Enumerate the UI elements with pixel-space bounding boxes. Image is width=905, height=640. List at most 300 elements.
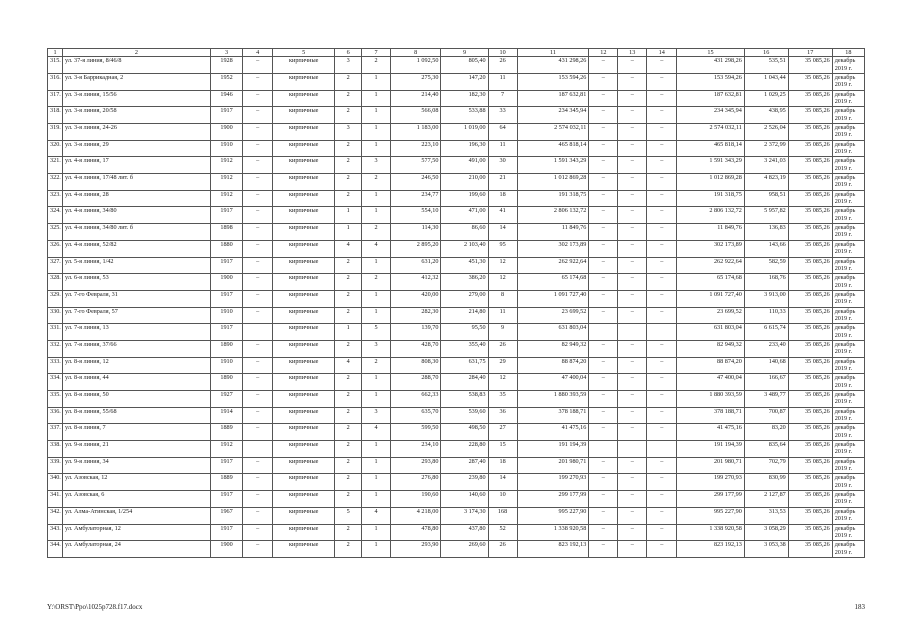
table-cell: – [243, 507, 273, 524]
table-cell: 201 980,71 [517, 457, 589, 474]
table-cell: – [618, 207, 647, 224]
table-cell: 1 012 869,28 [677, 174, 745, 191]
table-cell: – [618, 257, 647, 274]
table-row [48, 90, 865, 107]
table-cell: 1 [362, 524, 391, 541]
table-cell: декабрь 2019 г. [832, 541, 864, 558]
table-cell: 1912 [210, 441, 242, 458]
table-cell: 279,00 [441, 290, 488, 307]
table-cell: – [589, 340, 618, 357]
table-cell: 35 085,26 [788, 73, 832, 90]
table-cell: – [243, 107, 273, 124]
table-row [48, 307, 865, 324]
table-cell: 1 [335, 224, 362, 241]
table-cell: – [647, 73, 677, 90]
table-cell: – [647, 357, 677, 374]
table-cell: 35 085,26 [788, 474, 832, 491]
table-cell: 35 085,26 [788, 340, 832, 357]
table-cell: – [618, 274, 647, 291]
table-row [48, 507, 865, 524]
table-row [48, 174, 865, 191]
table-cell: 18 [488, 190, 517, 207]
table-cell: декабрь 2019 г. [832, 507, 864, 524]
table-row [48, 274, 865, 291]
table-cell: 287,40 [441, 457, 488, 474]
table-cell: 1 [362, 541, 391, 558]
table-cell: – [589, 374, 618, 391]
table-cell: кирпичные [273, 541, 335, 558]
table-cell: кирпичные [273, 357, 335, 374]
table-cell: – [243, 357, 273, 374]
table-cell: 30 [488, 157, 517, 174]
table-cell: – [618, 340, 647, 357]
table-cell: 21 [488, 174, 517, 191]
table-cell: – [618, 424, 647, 441]
table-cell: 335. [48, 391, 63, 408]
table-cell: 958,51 [744, 190, 788, 207]
table-header-row [48, 49, 865, 57]
table-cell: 2 [335, 90, 362, 107]
table-cell: 631,20 [391, 257, 441, 274]
table-header-cell: 4 [243, 49, 273, 57]
table-row [48, 224, 865, 241]
table-cell: – [589, 90, 618, 107]
table-cell: 234 345,94 [517, 107, 589, 124]
table-cell: – [647, 424, 677, 441]
table-cell: – [647, 340, 677, 357]
table-cell: 35 085,26 [788, 307, 832, 324]
table-cell: 35 085,26 [788, 157, 832, 174]
table-cell: 1 591 343,29 [517, 157, 589, 174]
table-cell: ул. Амбулаторная, 12 [63, 524, 211, 541]
table-cell: декабрь 2019 г. [832, 457, 864, 474]
table-cell: 35 [488, 391, 517, 408]
table-cell: – [589, 457, 618, 474]
table-cell: кирпичные [273, 474, 335, 491]
table-cell [243, 441, 273, 458]
table-cell: – [618, 474, 647, 491]
table-cell: декабрь 2019 г. [832, 274, 864, 291]
table-cell: – [589, 274, 618, 291]
table-cell: 35 085,26 [788, 224, 832, 241]
table-cell: – [589, 140, 618, 157]
table-cell: – [618, 124, 647, 141]
table-cell: 14 [488, 474, 517, 491]
table-cell: декабрь 2019 г. [832, 357, 864, 374]
table-cell: 3 241,03 [744, 157, 788, 174]
table-cell: 27 [488, 424, 517, 441]
table-cell: 35 085,26 [788, 57, 832, 74]
table-cell: 2 [335, 391, 362, 408]
table-cell: 451,30 [441, 257, 488, 274]
table-cell: – [647, 407, 677, 424]
table-cell: – [589, 157, 618, 174]
table-header-cell: 3 [210, 49, 242, 57]
table-cell: 147,20 [441, 73, 488, 90]
table-cell: 35 085,26 [788, 541, 832, 558]
table-cell: 344. [48, 541, 63, 558]
table-cell: 535,51 [744, 57, 788, 74]
table-cell: 478,80 [391, 524, 441, 541]
table-cell: – [243, 57, 273, 74]
table-cell: – [589, 207, 618, 224]
table-row [48, 340, 865, 357]
table-cell: 95 [488, 240, 517, 257]
table-cell: – [618, 57, 647, 74]
table-cell: 420,00 [391, 290, 441, 307]
table-cell: кирпичные [273, 391, 335, 408]
table-cell: 143,66 [744, 240, 788, 257]
table-cell: – [618, 290, 647, 307]
table-cell: ул. 4-я линия, 28 [63, 190, 211, 207]
table-cell: 35 085,26 [788, 207, 832, 224]
table-cell: – [618, 491, 647, 508]
table-cell: 431 298,26 [677, 57, 745, 74]
table-cell: ул. 3-я линия, 29 [63, 140, 211, 157]
table-cell: 2 [335, 491, 362, 508]
table-cell: декабрь 2019 г. [832, 140, 864, 157]
table-cell: – [618, 73, 647, 90]
table-cell: 538,83 [441, 391, 488, 408]
footer-page-number: 183 [854, 603, 865, 611]
table-cell: 631,75 [441, 357, 488, 374]
table-cell: кирпичные [273, 491, 335, 508]
table-cell: ул. 6-я линия, 53 [63, 274, 211, 291]
table-header-cell: 16 [744, 49, 788, 57]
table-cell: – [618, 457, 647, 474]
table-cell: 2 103,40 [441, 240, 488, 257]
table-cell: 276,80 [391, 474, 441, 491]
table-cell: ул. 8-я линия, 44 [63, 374, 211, 391]
table-cell: 1 [362, 474, 391, 491]
table-cell: 4 [335, 240, 362, 257]
table-cell: кирпичные [273, 307, 335, 324]
table-cell: 343. [48, 524, 63, 541]
table-cell: 282,30 [391, 307, 441, 324]
table-cell: ул. 4-я линия, 17 [63, 157, 211, 174]
table-cell: кирпичные [273, 240, 335, 257]
table-cell: – [647, 140, 677, 157]
table-cell: 823 192,13 [517, 541, 589, 558]
table-cell: декабрь 2019 г. [832, 224, 864, 241]
table-cell: 339. [48, 457, 63, 474]
table-cell: 1 019,00 [441, 124, 488, 141]
table-cell: декабрь 2019 г. [832, 174, 864, 191]
table-cell: 5 [362, 324, 391, 341]
table-cell: 199,60 [441, 190, 488, 207]
table-cell: 1912 [210, 174, 242, 191]
table-cell: 88 874,20 [677, 357, 745, 374]
table-header-cell: 18 [832, 49, 864, 57]
table-cell: кирпичные [273, 274, 335, 291]
table-cell: – [243, 207, 273, 224]
table-cell: 331. [48, 324, 63, 341]
table-cell: 3 489,77 [744, 391, 788, 408]
table-cell: 1 [362, 391, 391, 408]
table-cell: 64 [488, 124, 517, 141]
table-cell: декабрь 2019 г. [832, 524, 864, 541]
table-cell: – [647, 507, 677, 524]
table-cell: 3 058,29 [744, 524, 788, 541]
table-cell: 2 [335, 157, 362, 174]
table-cell: 334. [48, 374, 63, 391]
table-cell: 26 [488, 57, 517, 74]
table-cell: 35 085,26 [788, 140, 832, 157]
table-cell: – [618, 541, 647, 558]
table-cell: 1917 [210, 524, 242, 541]
table-cell: кирпичные [273, 90, 335, 107]
table-cell: 275,30 [391, 73, 441, 90]
table-cell: – [589, 474, 618, 491]
table-cell: 36 [488, 407, 517, 424]
table-cell: – [618, 507, 647, 524]
table-cell: 315. [48, 57, 63, 74]
table-cell: – [618, 157, 647, 174]
table-cell: – [647, 307, 677, 324]
table-cell: 2 806 132,72 [677, 207, 745, 224]
table-cell: 234 345,94 [677, 107, 745, 124]
table-cell: 201 980,71 [677, 457, 745, 474]
table-cell: 1917 [210, 290, 242, 307]
table-cell: кирпичные [273, 340, 335, 357]
table-cell: 2 [335, 257, 362, 274]
table-cell: – [618, 391, 647, 408]
table-cell [589, 441, 618, 458]
table-cell: 95,50 [441, 324, 488, 341]
table-cell: ул. 4-я линия, 34/80 [63, 207, 211, 224]
table-cell: 332. [48, 340, 63, 357]
table-cell: – [647, 474, 677, 491]
table-cell: 35 085,26 [788, 391, 832, 408]
table-cell: 2 [335, 407, 362, 424]
table-cell: декабрь 2019 г. [832, 257, 864, 274]
table-cell: декабрь 2019 г. [832, 207, 864, 224]
table-cell: ул. 7-го Февраля, 57 [63, 307, 211, 324]
table-cell: 191 318,75 [517, 190, 589, 207]
table-header-cell: 7 [362, 49, 391, 57]
table-cell: 1 092,50 [391, 57, 441, 74]
table-cell: 11 [488, 140, 517, 157]
table-cell: декабрь 2019 г. [832, 57, 864, 74]
table-cell: 2 [335, 190, 362, 207]
table-cell: – [589, 407, 618, 424]
table-cell: 239,80 [441, 474, 488, 491]
table-cell: 15 [488, 441, 517, 458]
table-cell: 1 [362, 73, 391, 90]
table-cell [647, 324, 677, 341]
table-cell: 82 949,32 [677, 340, 745, 357]
table-header-cell: 11 [517, 49, 589, 57]
table-cell: 3 913,00 [744, 290, 788, 307]
table-cell: 35 085,26 [788, 374, 832, 391]
table-cell: – [647, 374, 677, 391]
table-cell: кирпичные [273, 374, 335, 391]
table-cell: 2 [335, 107, 362, 124]
table-row [48, 124, 865, 141]
table-cell: – [618, 90, 647, 107]
table-cell: – [243, 407, 273, 424]
table-row [48, 73, 865, 90]
table-cell: 6 615,74 [744, 324, 788, 341]
table-cell: – [589, 307, 618, 324]
table-cell: кирпичные [273, 174, 335, 191]
table-cell: 355,40 [441, 340, 488, 357]
table-cell: – [243, 240, 273, 257]
table-cell: 1917 [210, 491, 242, 508]
table-cell: – [589, 491, 618, 508]
table-cell: 288,70 [391, 374, 441, 391]
table-cell: 995 227,90 [517, 507, 589, 524]
table-row [48, 491, 865, 508]
table-cell: ул. 4-я линия, 17/48 лит. б [63, 174, 211, 191]
table-cell: – [647, 257, 677, 274]
table-cell: 2 [335, 73, 362, 90]
table-cell: 47 400,04 [677, 374, 745, 391]
table-cell: 11 849,76 [517, 224, 589, 241]
table-cell: декабрь 2019 г. [832, 290, 864, 307]
table-cell: декабрь 2019 г. [832, 424, 864, 441]
table-row [48, 157, 865, 174]
table-cell: 808,30 [391, 357, 441, 374]
table-header-cell: 5 [273, 49, 335, 57]
table-cell: 11 [488, 73, 517, 90]
table-cell: ул. Азовская, 12 [63, 474, 211, 491]
table-cell: ул. 7-я линия, 13 [63, 324, 211, 341]
table-cell: – [647, 290, 677, 307]
table-cell: 805,40 [441, 57, 488, 74]
table-cell: 88 874,20 [517, 357, 589, 374]
table-cell: декабрь 2019 г. [832, 107, 864, 124]
table-cell: 284,40 [441, 374, 488, 391]
table-cell: 2 [335, 524, 362, 541]
table-cell: 325. [48, 224, 63, 241]
table-cell: 26 [488, 541, 517, 558]
table-cell: 35 085,26 [788, 274, 832, 291]
table-header-cell: 12 [589, 49, 618, 57]
table-header-cell: 17 [788, 49, 832, 57]
table-cell: 1 [362, 257, 391, 274]
table-cell: 1 [362, 90, 391, 107]
table-row [48, 107, 865, 124]
table-cell: декабрь 2019 г. [832, 374, 864, 391]
table-cell: 234,77 [391, 190, 441, 207]
table-cell: – [589, 224, 618, 241]
table-cell: кирпичные [273, 324, 335, 341]
table-cell: 187 632,81 [677, 90, 745, 107]
table-cell: 333. [48, 357, 63, 374]
table-cell: 316. [48, 73, 63, 90]
table-cell: 11 849,76 [677, 224, 745, 241]
table-cell: 1 [362, 290, 391, 307]
table-cell: ул. 8-я линия, 7 [63, 424, 211, 441]
table-cell: – [589, 541, 618, 558]
table-cell: ул. Амбулаторная, 24 [63, 541, 211, 558]
table-cell: декабрь 2019 г. [832, 441, 864, 458]
table-cell: 326. [48, 240, 63, 257]
table-cell: 1 [362, 107, 391, 124]
table-header-cell: 10 [488, 49, 517, 57]
table-cell: 299 177,99 [517, 491, 589, 508]
table-cell: 2 [362, 357, 391, 374]
table-header-cell: 9 [441, 49, 488, 57]
table-row [48, 524, 865, 541]
table-cell: кирпичные [273, 441, 335, 458]
table-cell: кирпичные [273, 140, 335, 157]
table-cell: 323. [48, 190, 63, 207]
table-cell: 342. [48, 507, 63, 524]
table-cell: 995 227,90 [677, 507, 745, 524]
table-cell: ул. Азовская, 6 [63, 491, 211, 508]
table-header-cell: 2 [63, 49, 211, 57]
table-cell: 1 012 869,28 [517, 174, 589, 191]
table-cell: – [647, 207, 677, 224]
table-cell: декабрь 2019 г. [832, 190, 864, 207]
table-cell: 313,53 [744, 507, 788, 524]
table-cell: 4 [362, 424, 391, 441]
table-cell: ул. 4-я линия, 52/82 [63, 240, 211, 257]
table-cell: 539,60 [441, 407, 488, 424]
table-cell: 2 806 132,72 [517, 207, 589, 224]
table-cell: 1 [362, 491, 391, 508]
table-cell: 65 174,68 [517, 274, 589, 291]
table-cell: 1 029,25 [744, 90, 788, 107]
table-cell: 1 338 920,58 [677, 524, 745, 541]
table-row [48, 374, 865, 391]
table-cell: 136,83 [744, 224, 788, 241]
table-cell: 1890 [210, 340, 242, 357]
table-cell: 228,80 [441, 441, 488, 458]
table-cell: – [647, 240, 677, 257]
table-cell: 2 [335, 307, 362, 324]
table-cell: 2 895,20 [391, 240, 441, 257]
table-cell: 1 091 727,40 [677, 290, 745, 307]
table-cell: 4 [362, 507, 391, 524]
table-cell: 35 085,26 [788, 107, 832, 124]
table-cell: 23 699,52 [517, 307, 589, 324]
table-cell: 1910 [210, 307, 242, 324]
table-cell: 196,30 [441, 140, 488, 157]
table-cell: 471,00 [441, 207, 488, 224]
table-cell: кирпичные [273, 57, 335, 74]
table-cell: 1967 [210, 507, 242, 524]
table-cell: 378 188,71 [517, 407, 589, 424]
table-cell: 52 [488, 524, 517, 541]
table-cell: 1 338 920,58 [517, 524, 589, 541]
table-cell: 1889 [210, 424, 242, 441]
table-cell: 412,32 [391, 274, 441, 291]
table-cell: 823 192,13 [677, 541, 745, 558]
table-cell: – [647, 174, 677, 191]
table-cell: декабрь 2019 г. [832, 324, 864, 341]
table-cell: декабрь 2019 г. [832, 124, 864, 141]
table-cell: – [647, 124, 677, 141]
table-cell: – [589, 107, 618, 124]
table-row [48, 391, 865, 408]
table-cell [647, 441, 677, 458]
table-cell: 1900 [210, 274, 242, 291]
table-cell: – [647, 157, 677, 174]
table-cell: 2 [335, 340, 362, 357]
table-cell: 1900 [210, 124, 242, 141]
table-cell: 2 [335, 541, 362, 558]
table-cell: кирпичные [273, 424, 335, 441]
table-cell: 662,33 [391, 391, 441, 408]
table-cell: – [647, 457, 677, 474]
table-cell: 168 [488, 507, 517, 524]
table-cell: ул. 3-я линия, 20/58 [63, 107, 211, 124]
table-cell: 302 173,89 [517, 240, 589, 257]
table-cell: кирпичные [273, 457, 335, 474]
